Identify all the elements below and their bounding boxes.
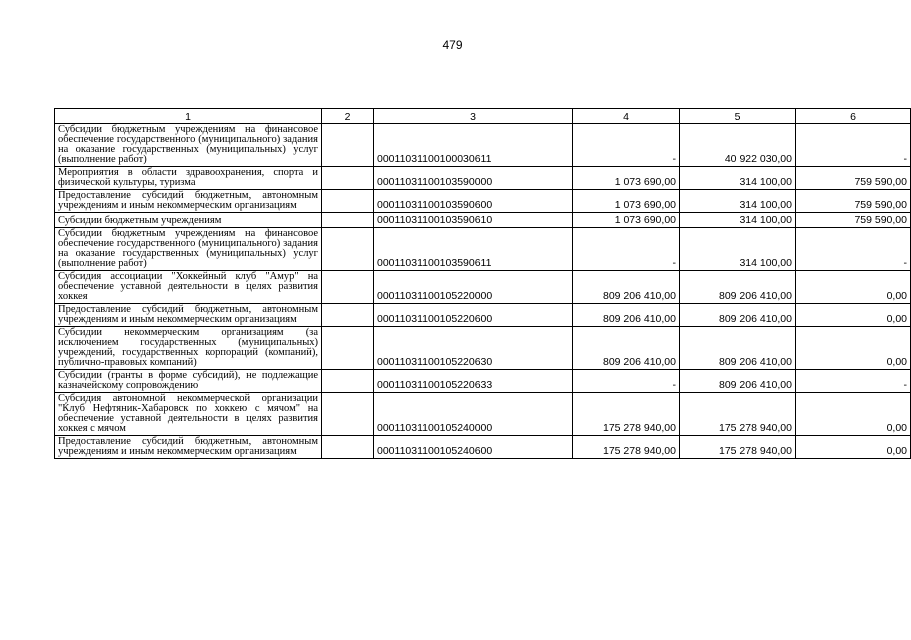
row-name: Предоставление субсидий бюджетным, автономным учреждениям и иным некоммерческим организациям [55,436,322,459]
row-code: 00011031100100030611 [374,124,573,167]
table-row [55,327,911,370]
row-value-4: 809 206 410,00 [573,304,680,327]
row-value-6: - [796,370,911,393]
row-col2 [322,228,374,271]
row-value-5: 314 100,00 [680,228,796,271]
row-value-4: - [573,370,680,393]
table-row [55,213,911,228]
row-value-6: 759 590,00 [796,167,911,190]
row-code: 00011031100105240600 [374,436,573,459]
row-code: 00011031100103590611 [374,228,573,271]
row-name: Субсидии бюджетным учреждениям на финансовое обеспечение государственного (муниципального) задания на оказание государственных (муниципальных) услуг (выполнение работ) [55,124,322,167]
row-value-6: - [796,228,911,271]
row-value-5: 314 100,00 [680,167,796,190]
row-name: Субсидии некоммерческим организациям (за исключением государственных (муниципальных) учреждений, государственных корпораций (компаний), публично-правовых компаний) [55,327,322,370]
row-col2 [322,124,374,167]
row-value-5: 40 922 030,00 [680,124,796,167]
row-value-5: 175 278 940,00 [680,436,796,459]
row-value-4: 1 073 690,00 [573,213,680,228]
row-value-6: 0,00 [796,271,911,304]
row-name: Субсидия автономной некоммерческой организации "Клуб Нефтяник-Хабаровск по хоккею с мячом" на обеспечение уставной деятельности в целях развития хоккея с мячом [55,393,322,436]
row-value-6: 759 590,00 [796,213,911,228]
row-col2 [322,190,374,213]
row-code: 00011031100105240000 [374,393,573,436]
row-value-5: 314 100,00 [680,190,796,213]
row-value-4: 1 073 690,00 [573,167,680,190]
row-name: Субсидии бюджетным учреждениям [55,213,322,228]
table-row [55,436,911,459]
table-row [55,124,911,167]
row-value-6: - [796,124,911,167]
row-col2 [322,213,374,228]
header-col-4: 4 [573,109,680,124]
header-col-5: 5 [680,109,796,124]
table-row [55,190,911,213]
row-code: 00011031100103590600 [374,190,573,213]
row-value-4: 809 206 410,00 [573,327,680,370]
row-col2 [322,393,374,436]
row-value-4: - [573,228,680,271]
row-value-5: 175 278 940,00 [680,393,796,436]
row-value-4: 175 278 940,00 [573,393,680,436]
row-value-4: 809 206 410,00 [573,271,680,304]
row-name: Субсидия ассоциации "Хоккейный клуб "Амур" на обеспечение уставной деятельности в целях развития хоккея [55,271,322,304]
row-value-6: 0,00 [796,327,911,370]
header-col-3: 3 [374,109,573,124]
row-code: 00011031100103590000 [374,167,573,190]
table-row [55,393,911,436]
row-col2 [322,304,374,327]
row-value-6: 759 590,00 [796,190,911,213]
header-col-1: 1 [55,109,322,124]
row-name: Предоставление субсидий бюджетным, автономным учреждениям и иным некоммерческим организациям [55,304,322,327]
row-value-5: 314 100,00 [680,213,796,228]
row-col2 [322,167,374,190]
budget-table [54,108,911,459]
row-value-4: 1 073 690,00 [573,190,680,213]
row-code: 00011031100105220600 [374,304,573,327]
row-value-4: 175 278 940,00 [573,436,680,459]
header-col-2: 2 [322,109,374,124]
row-value-6: 0,00 [796,436,911,459]
row-value-5: 809 206 410,00 [680,327,796,370]
table-row [55,167,911,190]
row-code: 00011031100105220000 [374,271,573,304]
row-name: Предоставление субсидий бюджетным, автономным учреждениям и иным некоммерческим организациям [55,190,322,213]
row-value-6: 0,00 [796,393,911,436]
row-col2 [322,271,374,304]
row-name: Субсидии бюджетным учреждениям на финансовое обеспечение государственного (муниципального) задания на оказание государственных (муниципальных) услуг (выполнение работ) [55,228,322,271]
table-row [55,304,911,327]
page-number: 479 [442,38,463,52]
row-code: 00011031100103590610 [374,213,573,228]
row-value-4: - [573,124,680,167]
row-name: Субсидии (гранты в форме субсидий), не подлежащие казначейскому сопровождению [55,370,322,393]
row-value-5: 809 206 410,00 [680,304,796,327]
table-row [55,370,911,393]
row-name: Мероприятия в области здравоохранения, спорта и физической культуры, туризма [55,167,322,190]
row-value-6: 0,00 [796,304,911,327]
table-row [55,228,911,271]
row-code: 00011031100105220633 [374,370,573,393]
table-row [55,271,911,304]
row-code: 00011031100105220630 [374,327,573,370]
table-header-row [55,109,911,124]
row-value-5: 809 206 410,00 [680,370,796,393]
row-value-5: 809 206 410,00 [680,271,796,304]
row-col2 [322,370,374,393]
header-col-6: 6 [796,109,911,124]
row-col2 [322,327,374,370]
row-col2 [322,436,374,459]
